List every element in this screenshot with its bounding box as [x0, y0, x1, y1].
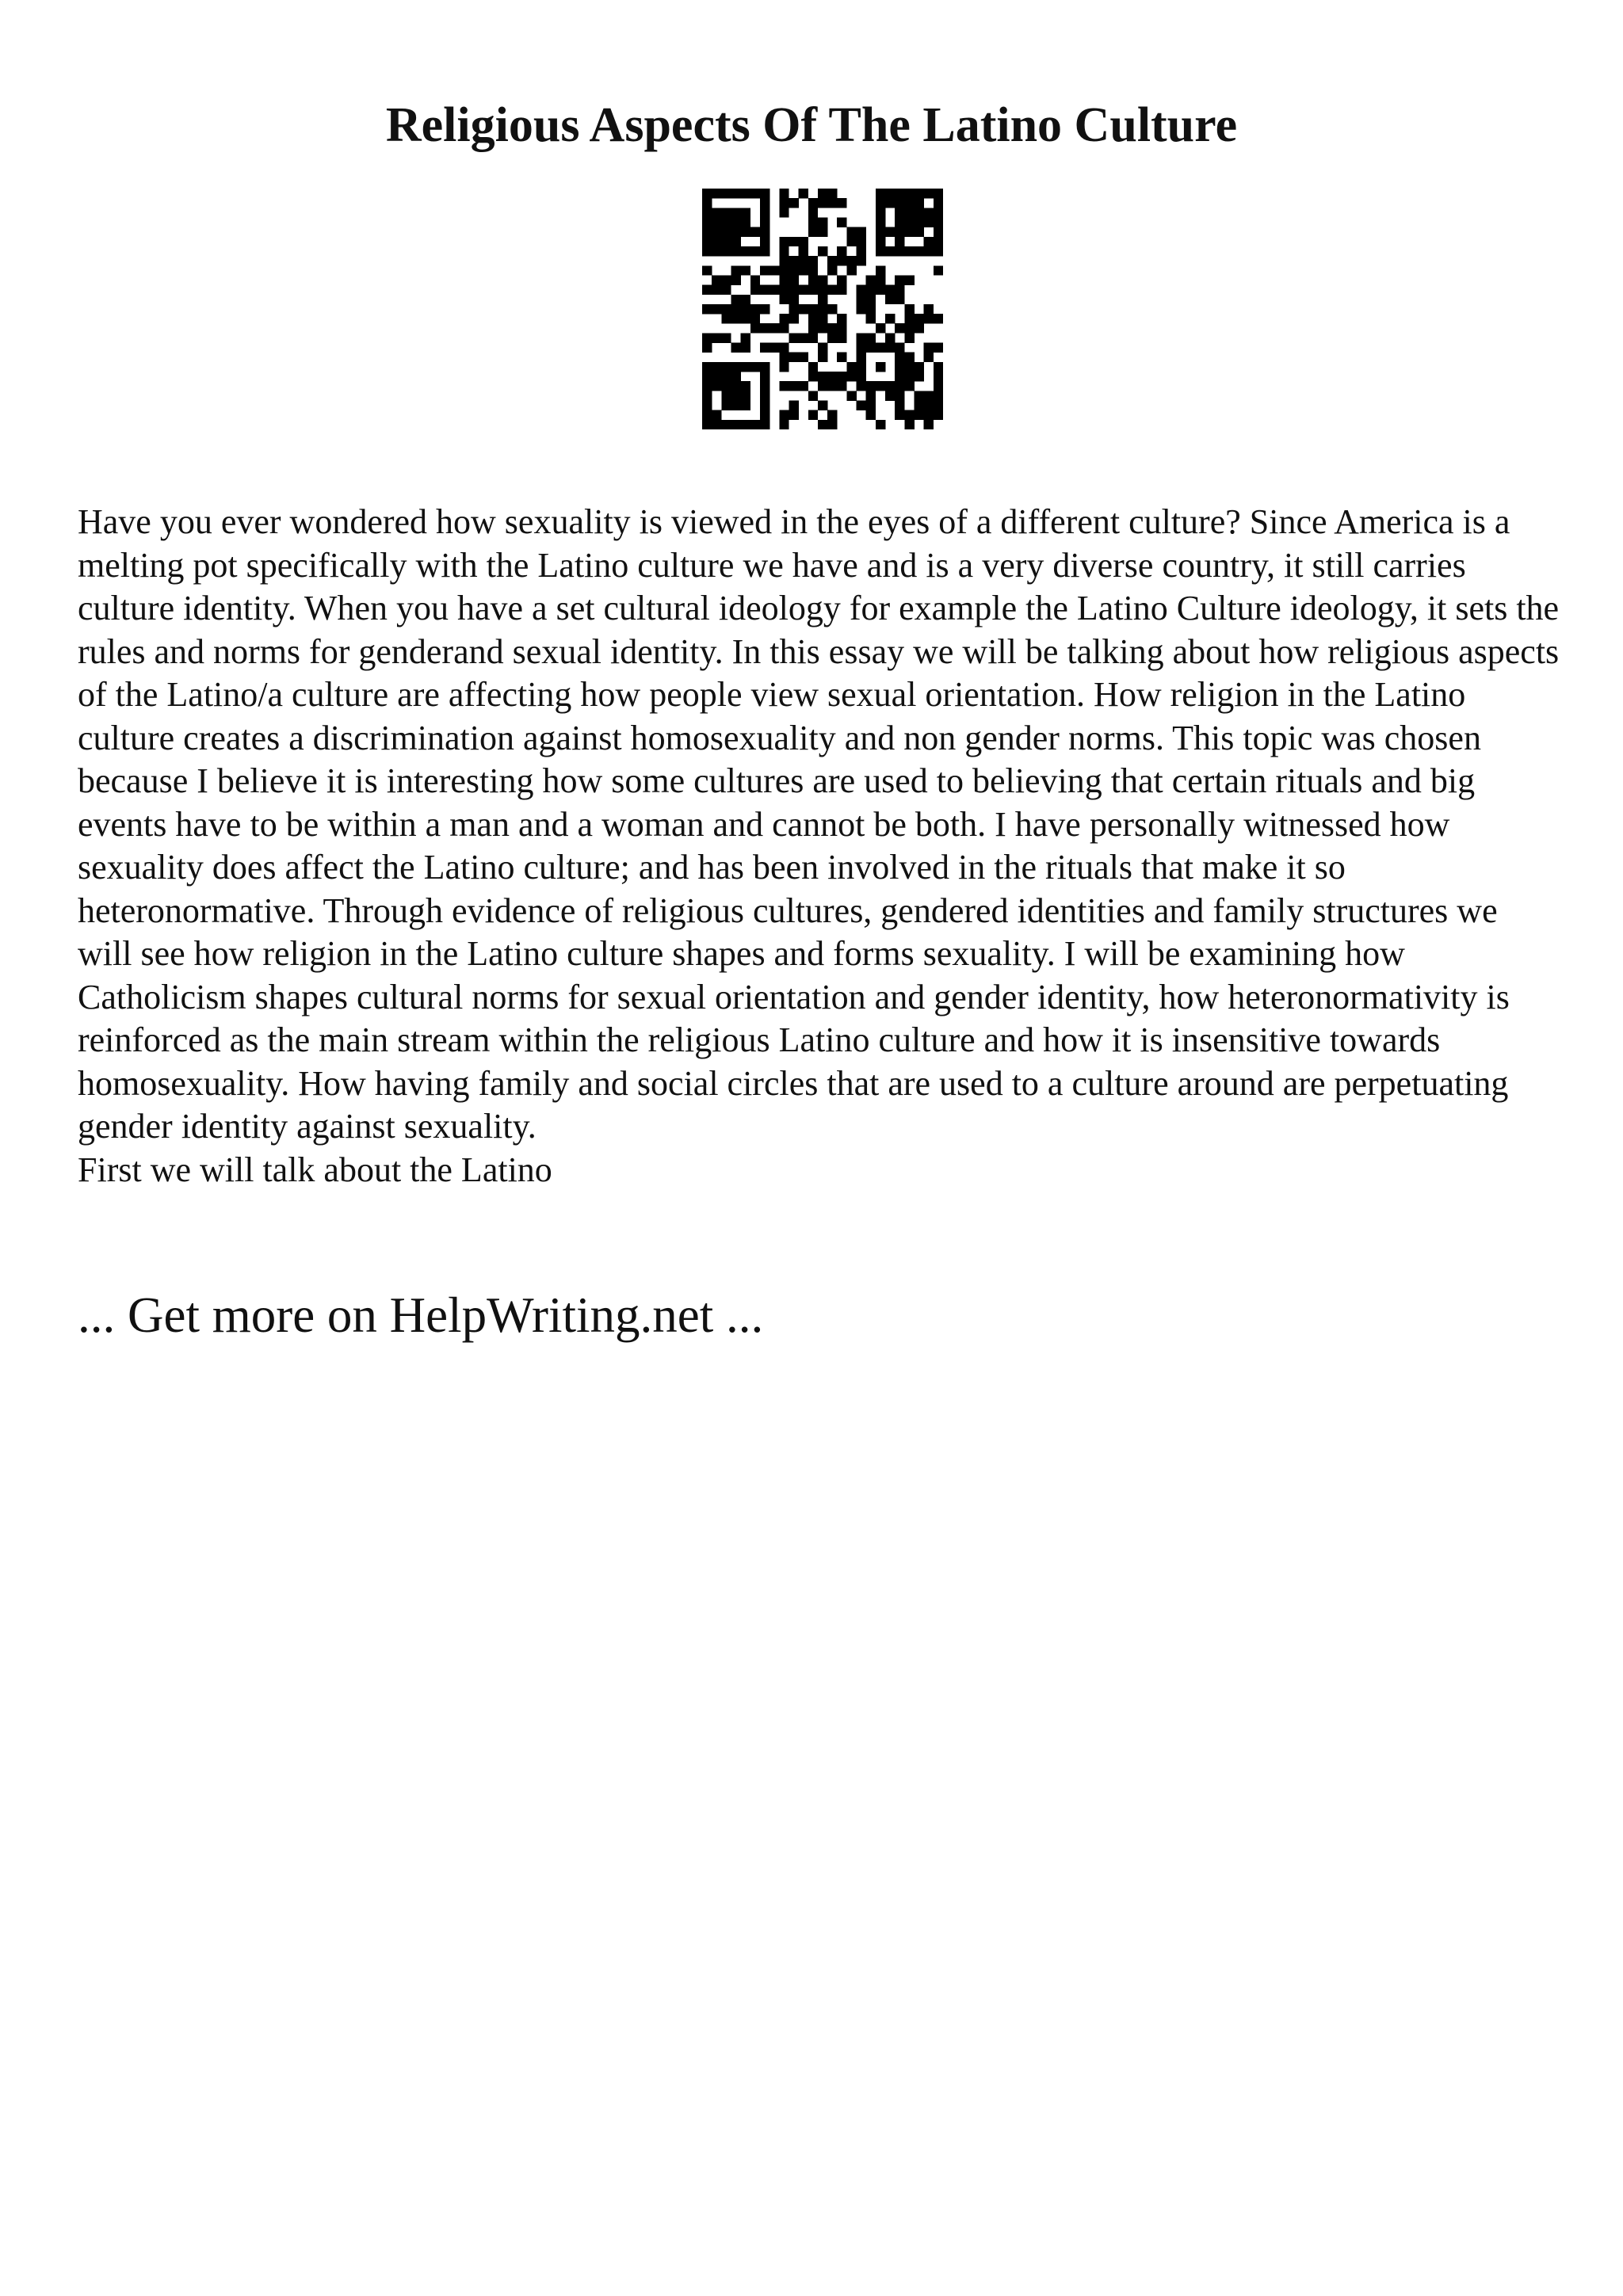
- get-more-link[interactable]: ... Get more on HelpWriting.net ...: [78, 1287, 764, 1343]
- body-paragraph-2: First we will talk about the Latino: [78, 1150, 552, 1189]
- document-title: Religious Aspects Of The Latino Culture: [385, 98, 1238, 152]
- body-paragraph-1: Have you ever wondered how sexuality is viewed in the eyes of a different culture? Since America is a melting pot specifically with the Latino culture we have and is a very diverse country, it still carries culture identity. When you have a set cultural ideology for example the Latino Culture ideology, it sets the rules and norms for genderand sexual identity. In this essay we will be talking about how religious aspects of the Latino/a culture are affecting how people view sexual orientation. How religion in the Latino culture creates a discrimination against homosexuality and non gender norms. This topic was chosen because I believe it is interesting how some cultures are used to believing that certain rituals and big events have to be within a man and a woman and cannot be both. I have personally witnessed how sexuality does affect the Latino culture; and has been involved in the rituals that make it so heteronormative. Through evidence of religious cultures, gendered identities and family structures we will see how religion in the Latino culture shapes and forms sexuality. I will be examining how Catholicism shapes cultural norms for sexual orientation and gender identity, how heteronormativity is reinforced as the main stream within the religious Latino culture and how it is insensitive towards homosexuality. How having family and social circles that are used to a culture around are perpetuating gender identity against sexuality.: [78, 502, 1560, 1146]
- document-body: [78, 501, 1560, 1192]
- qr-code-icon: [702, 189, 943, 429]
